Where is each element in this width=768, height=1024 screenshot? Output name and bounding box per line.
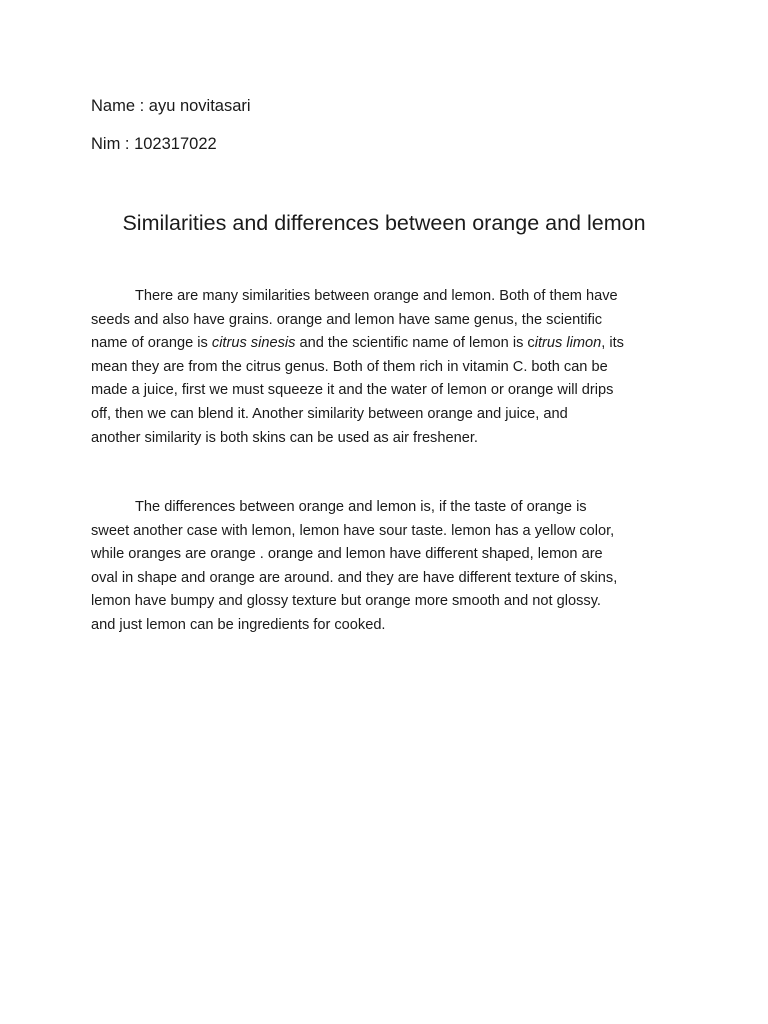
paragraph-line: off, then we can blend it. Another similarity between orange and juice, and bbox=[91, 405, 568, 422]
paragraph-line: mean they are from the citrus genus. Both of them rich in vitamin C. both can be bbox=[91, 358, 608, 375]
document-title: Similarities and differences between orange and lemon bbox=[122, 211, 646, 235]
paragraph-line: lemon have bumpy and glossy texture but orange more smooth and not glossy. bbox=[91, 593, 601, 610]
paragraph-line: another similarity is both skins can be used as air freshener. bbox=[91, 429, 478, 446]
text-run: name of orange is bbox=[91, 335, 212, 352]
paragraph-line: sweet another case with lemon, lemon have sour taste. lemon has a yellow color, bbox=[91, 522, 615, 539]
text-run: , its bbox=[601, 335, 624, 352]
scientific-name-orange: citrus sinesis bbox=[211, 335, 296, 352]
student-nim: Nim : 102317022 bbox=[91, 135, 217, 153]
paragraph-line: while oranges are orange . orange and lemon have different shaped, lemon are bbox=[91, 546, 603, 563]
student-name: Name : ayu novitasari bbox=[91, 97, 251, 115]
paragraph-line: and just lemon can be ingredients for cooked. bbox=[91, 616, 386, 633]
scientific-name-lemon: itrus limon bbox=[534, 335, 602, 352]
text-run: and the scientific name of lemon is c bbox=[295, 335, 535, 352]
paragraph-line: The differences between orange and lemon is, if the taste of orange is bbox=[135, 499, 587, 515]
paragraph-line: There are many similarities between orange and lemon. Both of them have bbox=[135, 288, 618, 304]
paragraph-line bbox=[91, 332, 691, 356]
paragraph-line: oval in shape and orange are around. and they are have different texture of skins, bbox=[91, 569, 618, 586]
paragraph-line: seeds and also have grains. orange and lemon have same genus, the scientific bbox=[91, 311, 603, 328]
differences-paragraph bbox=[91, 496, 691, 638]
paragraph-line: made a juice, first we must squeeze it and the water of lemon or orange will drips bbox=[91, 382, 614, 399]
similarities-paragraph bbox=[91, 285, 691, 450]
